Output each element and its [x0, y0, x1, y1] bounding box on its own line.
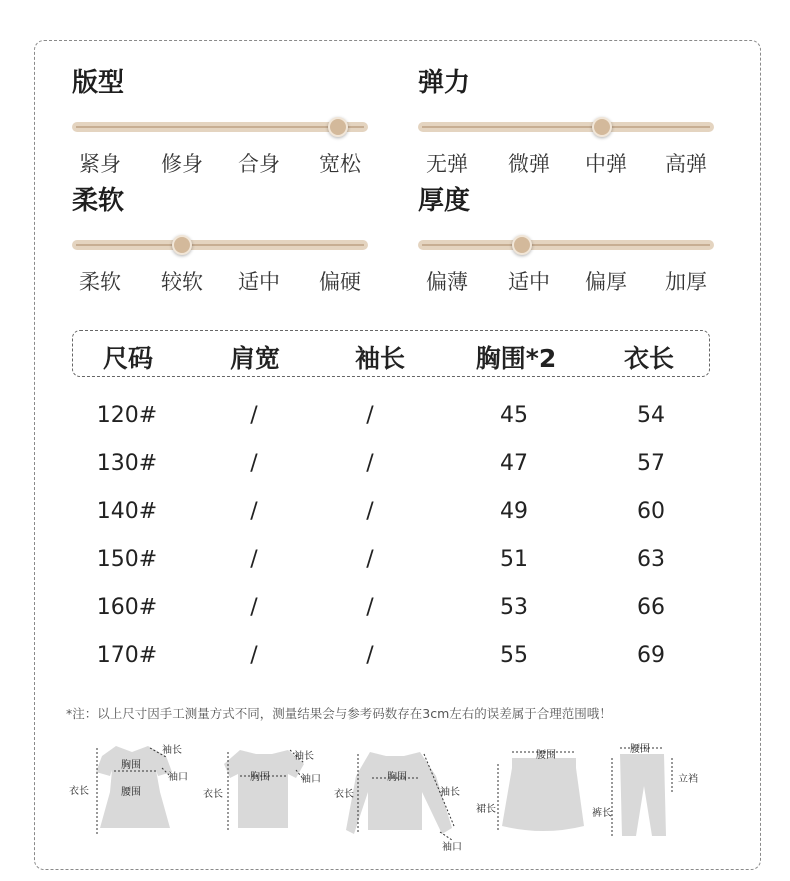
cell-shoulder: /	[250, 547, 258, 572]
cell-size: 160#	[96, 595, 158, 620]
cell-size: 140#	[96, 499, 158, 524]
col-header-size: 尺码	[102, 344, 153, 373]
tee-cuff-label: 袖口	[301, 774, 321, 785]
attr-option: 柔软	[79, 270, 121, 294]
attr-option: 适中	[238, 270, 280, 294]
attr-option: 合身	[238, 152, 280, 176]
col-header-shoulder: 肩宽	[229, 344, 280, 373]
thickness-slider-knob	[512, 235, 532, 255]
cell-length: 54	[637, 403, 665, 428]
cell-shoulder: /	[250, 595, 258, 620]
softness-slider-track	[72, 240, 368, 250]
attr-title: 版型	[72, 68, 125, 98]
cell-chest: 49	[500, 499, 528, 524]
attr-option: 紧身	[79, 152, 121, 176]
cell-shoulder: /	[250, 451, 258, 476]
attr-option: 无弹	[426, 152, 468, 176]
longsleeve-sleeve-label: 袖长	[440, 787, 460, 798]
cell-size: 150#	[96, 547, 158, 572]
elasticity-slider-knob	[592, 117, 612, 137]
dress-waist-label: 腰围	[121, 787, 141, 798]
cell-length: 69	[637, 643, 665, 668]
cell-chest: 55	[500, 643, 528, 668]
skirt-length-label: 裙长	[476, 804, 496, 815]
cell-chest: 47	[500, 451, 528, 476]
skirt-icon	[472, 736, 592, 841]
cell-size: 170#	[96, 643, 158, 668]
attr-option: 偏厚	[585, 270, 627, 294]
cell-chest: 45	[500, 403, 528, 428]
attr-fit	[72, 66, 368, 176]
col-header-sleeve: 袖长	[354, 344, 405, 373]
attr-option: 偏硬	[319, 270, 361, 294]
longsleeve-cuff-label: 袖口	[442, 842, 462, 853]
thickness-slider-track	[418, 240, 714, 250]
dress-diagram	[66, 736, 196, 841]
dress-sleeve-label: 袖长	[162, 745, 182, 756]
table-row	[0, 595, 790, 625]
cell-sleeve: /	[366, 451, 374, 476]
cell-sleeve: /	[366, 643, 374, 668]
col-header-length: 衣长	[623, 344, 674, 373]
pants-length-label: 裤长	[592, 808, 612, 819]
dress-chest-label: 胸围	[121, 760, 141, 771]
attr-option: 加厚	[665, 270, 707, 294]
col-header-chest: 胸围*2	[475, 344, 557, 373]
cell-shoulder: /	[250, 643, 258, 668]
cell-sleeve: /	[366, 595, 374, 620]
longsleeve-diagram	[330, 736, 470, 851]
table-row	[0, 451, 790, 481]
cell-chest: 53	[500, 595, 528, 620]
attr-title: 柔软	[72, 186, 125, 216]
attr-thickness	[418, 184, 714, 294]
attr-option: 修身	[161, 152, 203, 176]
cell-chest: 51	[500, 547, 528, 572]
measurement-note: *注：以上尺寸因手工测量方式不同，测量结果会与参考码数存在3cm左右的误差属于合理范围哦！	[66, 706, 612, 721]
cell-shoulder: /	[250, 499, 258, 524]
attr-option: 中弹	[585, 152, 627, 176]
dress-length-label: 衣长	[69, 786, 89, 797]
table-row	[0, 499, 790, 529]
cell-sleeve: /	[366, 403, 374, 428]
longsleeve-length-label: 衣长	[334, 789, 354, 800]
softness-slider-knob	[172, 235, 192, 255]
cell-length: 63	[637, 547, 665, 572]
cell-shoulder: /	[250, 403, 258, 428]
attr-softness	[72, 184, 368, 294]
table-row	[0, 547, 790, 577]
attr-title: 弹力	[418, 68, 471, 98]
table-row	[0, 643, 790, 673]
attr-option: 适中	[508, 270, 550, 294]
tee-sleeve-label: 袖长	[294, 751, 314, 762]
size-table-header	[72, 330, 710, 377]
cell-size: 120#	[96, 403, 158, 428]
attr-elasticity	[418, 66, 714, 176]
tee-diagram	[200, 736, 330, 841]
attr-title: 厚度	[418, 186, 471, 216]
tee-chest-label: 胸围	[250, 772, 270, 783]
cell-length: 66	[637, 595, 665, 620]
cell-length: 57	[637, 451, 665, 476]
dress-cuff-label: 袖口	[168, 772, 188, 783]
attr-option: 高弹	[665, 152, 707, 176]
elasticity-slider-track	[418, 122, 714, 132]
pants-rise-label: 立裆	[678, 774, 698, 785]
cell-sleeve: /	[366, 547, 374, 572]
attr-option: 偏薄	[426, 270, 468, 294]
cell-length: 60	[637, 499, 665, 524]
attr-option: 微弹	[508, 152, 550, 176]
skirt-diagram	[472, 736, 592, 841]
pants-diagram	[590, 736, 710, 841]
skirt-waist-label: 腰围	[536, 750, 556, 761]
tee-length-label: 衣长	[203, 789, 223, 800]
fit-slider-track	[72, 122, 368, 132]
pants-icon	[590, 736, 710, 841]
table-row	[0, 403, 790, 433]
attr-option: 宽松	[319, 152, 361, 176]
pants-waist-label: 腰围	[630, 744, 650, 755]
cell-size: 130#	[96, 451, 158, 476]
longsleeve-chest-label: 胸围	[387, 772, 407, 783]
cell-sleeve: /	[366, 499, 374, 524]
attr-option: 较软	[161, 270, 203, 294]
